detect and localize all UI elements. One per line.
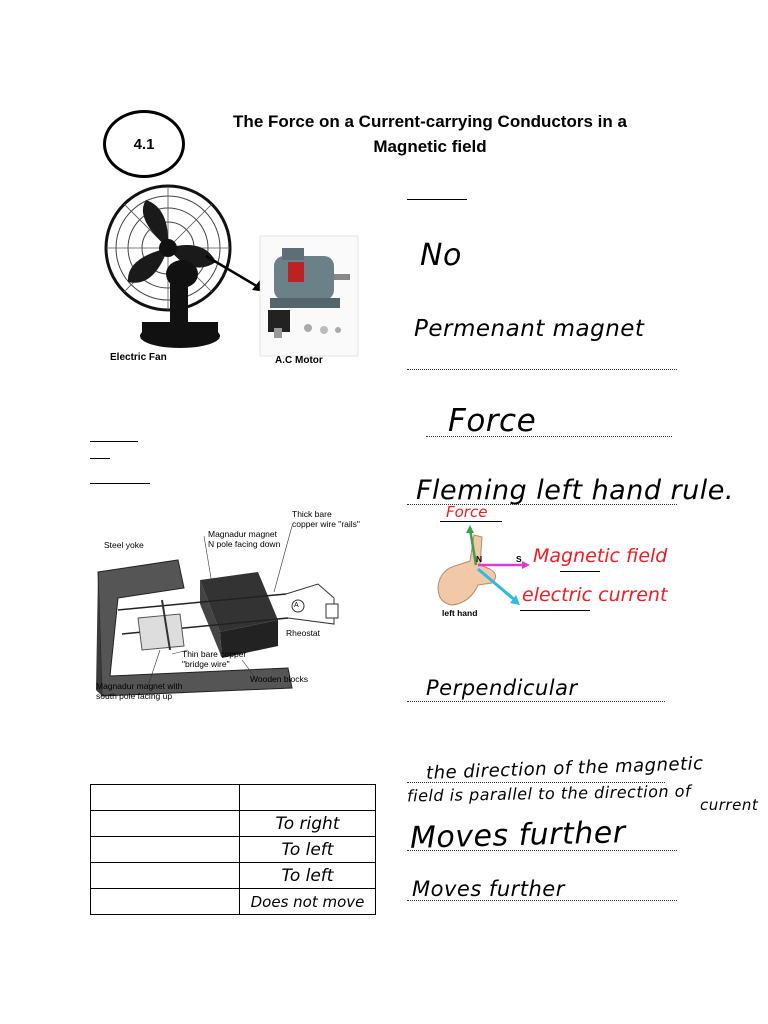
lhr-force-label: Force xyxy=(446,503,488,521)
blank-underline xyxy=(520,610,590,611)
answer-1: No xyxy=(420,238,462,273)
table-row xyxy=(91,811,376,837)
results-table xyxy=(90,784,376,915)
label-magnadur-top: Magnadur magnet N pole facing down xyxy=(208,529,281,549)
table-cell xyxy=(91,785,240,811)
blank-underline xyxy=(90,458,110,459)
table-cell xyxy=(91,811,240,837)
answer-6-line-1: the direction of the magnetic xyxy=(425,753,704,784)
page-title-line-1: The Force on a Current-carrying Conductors in a xyxy=(233,112,627,131)
label-thick-wire: Thick bare copper wire "rails" xyxy=(292,509,360,529)
section-number-badge xyxy=(103,110,185,178)
label-steel-yoke: Steel yoke xyxy=(104,540,144,550)
answer-2: Permenant magnet xyxy=(414,316,645,342)
lhr-current-label: electric current xyxy=(522,584,668,606)
table-row xyxy=(91,889,376,915)
answer-line xyxy=(407,900,677,901)
answer-7: Moves further xyxy=(409,815,627,856)
table-cell xyxy=(91,837,240,863)
page-title-line-2: Magnetic field xyxy=(373,137,487,156)
answer-line xyxy=(407,850,677,851)
fan-motor-figure xyxy=(94,178,364,366)
blank-underline xyxy=(90,441,138,442)
blank-underline xyxy=(440,521,502,522)
label-wooden-blocks: Wooden blocks xyxy=(250,674,308,684)
fan-caption: Electric Fan xyxy=(110,352,167,363)
table-cell: To left xyxy=(240,837,376,863)
table-cell xyxy=(240,785,376,811)
lhr-n-label: N xyxy=(476,554,483,564)
lhr-s-label: S xyxy=(516,554,522,564)
table-row xyxy=(91,785,376,811)
label-rheostat: Rheostat xyxy=(286,628,321,638)
answer-3: Force xyxy=(448,403,537,439)
table-cell: To left xyxy=(240,863,376,889)
answer-6-line-3: current xyxy=(700,796,759,814)
label-thin-wire: Thin bare copper "bridge wire" xyxy=(182,649,247,669)
blank-underline xyxy=(560,571,600,572)
table-row xyxy=(91,863,376,889)
lhr-hand-caption: left hand xyxy=(442,608,478,618)
answer-4: Fleming left hand rule. xyxy=(416,475,734,506)
table-cell: To right xyxy=(240,811,376,837)
table-row xyxy=(91,837,376,863)
section-number: 4.1 xyxy=(133,135,155,153)
motor-caption: A.C Motor xyxy=(275,355,323,366)
table-cell xyxy=(91,889,240,915)
label-ammeter: A xyxy=(294,602,299,609)
answer-line xyxy=(426,436,672,437)
answer-6-line-2: field is parallel to the direction of xyxy=(406,781,692,806)
table-cell: Does not move xyxy=(240,889,376,915)
blank-underline xyxy=(90,483,150,484)
answer-line xyxy=(407,369,677,370)
answer-5: Perpendicular xyxy=(426,676,578,700)
lhr-field-label: Magnetic field xyxy=(533,545,668,567)
answer-8: Moves further xyxy=(412,877,565,901)
table-cell xyxy=(91,863,240,889)
blank-underline xyxy=(407,199,467,200)
label-magnadur-bottom: Magnadur magnet with south pole facing up xyxy=(96,681,183,701)
answer-line xyxy=(407,701,665,702)
fan-motor-illustration xyxy=(94,178,364,366)
